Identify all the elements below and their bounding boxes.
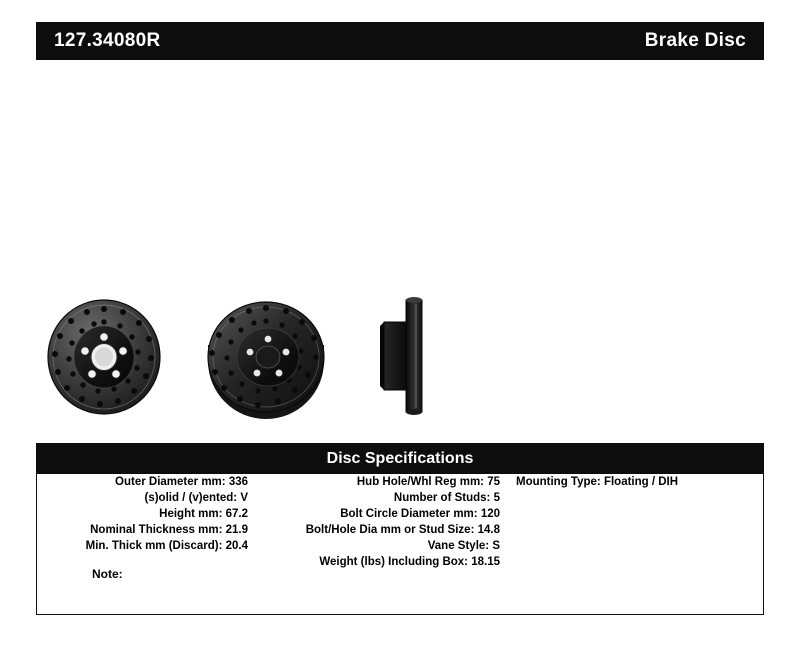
spec-row bbox=[258, 506, 500, 522]
spec-column-middle bbox=[258, 474, 500, 570]
spec-value: 18.15 bbox=[471, 556, 500, 568]
spec-value: 67.2 bbox=[225, 508, 248, 520]
spec-row bbox=[36, 522, 248, 538]
spec-value: 336 bbox=[228, 476, 248, 488]
spec-value: 14.8 bbox=[477, 524, 500, 536]
spec-label: Min. Thick mm (Discard): bbox=[85, 540, 223, 552]
note-area bbox=[36, 567, 336, 581]
spec-label: Hub Hole/Whl Reg mm: bbox=[356, 476, 484, 488]
part-number: 127.34080R bbox=[54, 30, 161, 51]
note-label: Note: bbox=[92, 567, 123, 581]
spec-value: 120 bbox=[480, 508, 500, 520]
spec-row bbox=[258, 474, 500, 490]
spec-value: 20.4 bbox=[225, 540, 248, 552]
spec-label: Height mm: bbox=[159, 508, 223, 520]
spec-value: 75 bbox=[487, 476, 500, 488]
spec-label: Weight (lbs) Including Box: bbox=[319, 556, 469, 568]
spec-label: (s)olid / (v)ented: bbox=[144, 492, 238, 504]
spec-row bbox=[258, 522, 500, 538]
spec-value: 5 bbox=[493, 492, 500, 504]
rotor-face-view bbox=[36, 285, 186, 425]
rotor-edge-view bbox=[366, 282, 456, 427]
spec-label: Bolt Circle Diameter mm: bbox=[340, 508, 478, 520]
product-illustrations bbox=[36, 285, 456, 425]
spec-label: Number of Studs: bbox=[393, 492, 491, 504]
spec-row bbox=[36, 490, 248, 506]
spec-column-left bbox=[36, 474, 248, 554]
spec-value: 21.9 bbox=[225, 524, 248, 536]
spec-label: Mounting Type: bbox=[516, 476, 601, 488]
spec-panel-title: Disc Specifications bbox=[36, 443, 764, 474]
spec-value: S bbox=[492, 540, 500, 552]
spec-row bbox=[36, 474, 248, 490]
spec-row bbox=[516, 474, 764, 490]
header-bar bbox=[36, 22, 764, 60]
spec-label: Nominal Thickness mm: bbox=[90, 524, 223, 536]
spec-label: Outer Diameter mm: bbox=[115, 476, 226, 488]
spec-label: Bolt/Hole Dia mm or Stud Size: bbox=[305, 524, 475, 536]
spec-label: Vane Style: bbox=[427, 540, 490, 552]
product-type: Brake Disc bbox=[644, 30, 746, 51]
spec-row bbox=[36, 538, 248, 554]
spec-row bbox=[36, 506, 248, 522]
spec-row bbox=[258, 490, 500, 506]
spec-column-right bbox=[516, 474, 764, 490]
spec-value: V bbox=[240, 492, 248, 504]
rotor-angled-view bbox=[196, 285, 346, 425]
spec-row bbox=[258, 538, 500, 554]
spec-value: Floating / DIH bbox=[603, 476, 679, 488]
spec-columns bbox=[36, 474, 764, 574]
